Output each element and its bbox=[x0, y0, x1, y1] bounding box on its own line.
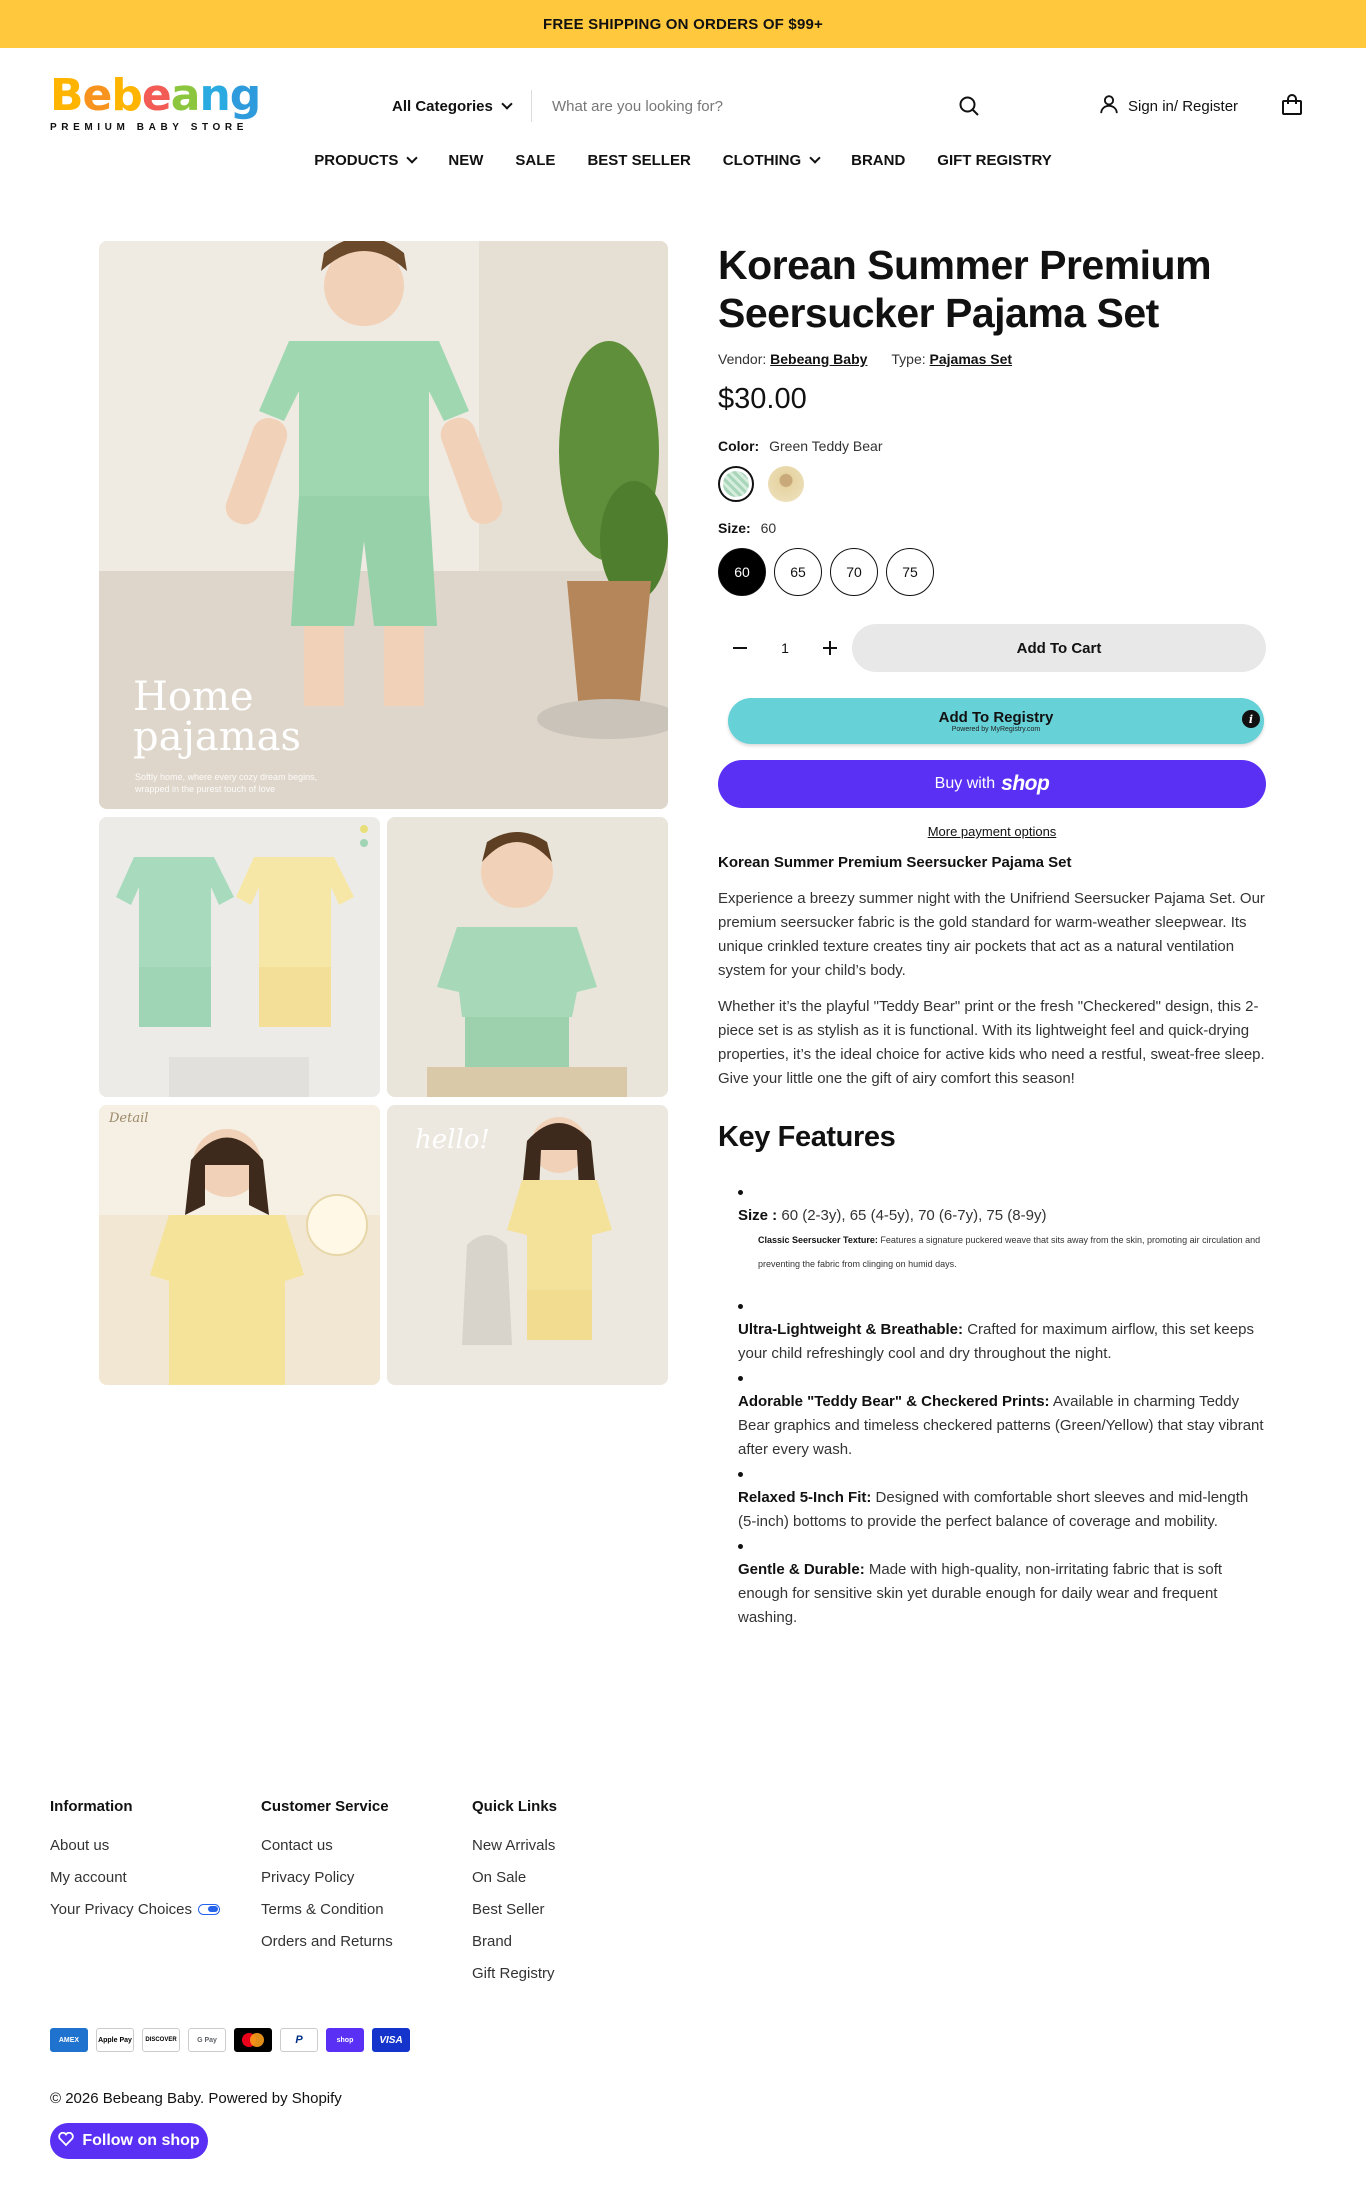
privacy-choices-icon bbox=[198, 1904, 220, 1915]
overlay-caption-line: wrapped in the purest touch of love bbox=[135, 784, 276, 794]
footer-link-about[interactable] bbox=[50, 1829, 261, 1861]
account-label: Sign in/ Register bbox=[1128, 97, 1239, 115]
nav-label: PRODUCTS bbox=[314, 152, 399, 169]
size-option-65[interactable]: 65 bbox=[774, 548, 822, 596]
product-description bbox=[718, 851, 1266, 1091]
feature-item bbox=[738, 1462, 1266, 1534]
footer-link-label: Contact us bbox=[261, 1836, 333, 1854]
main-image-overlay-caption bbox=[135, 771, 317, 795]
footer-link-label: Terms & Condition bbox=[261, 1900, 384, 1918]
product-thumbnail[interactable] bbox=[387, 1105, 668, 1385]
mastercard-circles bbox=[238, 2031, 268, 2049]
feature-texture bbox=[738, 1228, 1266, 1276]
nav-label: GIFT REGISTRY bbox=[937, 152, 1052, 169]
feature-text: 60 (2-3y), 65 (4-5y), 70 (6-7y), 75 (8-9y) bbox=[781, 1207, 1047, 1224]
key-features-heading: Key Features bbox=[718, 1121, 896, 1153]
category-select[interactable] bbox=[392, 94, 511, 118]
overlay-caption-line: Softly home, where every cozy dream begins, bbox=[135, 772, 318, 782]
bullet bbox=[738, 1366, 1266, 1390]
type-label: Type: bbox=[891, 351, 926, 367]
thumbnail-illustration bbox=[387, 817, 668, 1097]
footer-link-label: Brand bbox=[472, 1932, 513, 1950]
add-to-cart-button[interactable]: Add To Cart bbox=[852, 624, 1266, 672]
quantity-value[interactable]: 1 bbox=[781, 640, 789, 656]
swatch-fill bbox=[723, 471, 749, 497]
announcement-bar bbox=[0, 0, 1366, 48]
footer-link-privacy-choices[interactable] bbox=[50, 1893, 261, 1925]
follow-label: Follow on shop bbox=[82, 2132, 200, 2149]
product-main-image[interactable] bbox=[99, 241, 668, 809]
size-option-75[interactable]: 75 bbox=[886, 548, 934, 596]
footer-link-label: Privacy Policy bbox=[261, 1868, 355, 1886]
store-logo[interactable] bbox=[50, 70, 261, 138]
footer-link-label: About us bbox=[50, 1836, 110, 1854]
feature-body bbox=[738, 1318, 1266, 1366]
footer-link-account[interactable] bbox=[50, 1861, 261, 1893]
thumbnail-illustration bbox=[99, 1105, 380, 1385]
color-swatch-yellow[interactable] bbox=[768, 466, 804, 502]
footer-link-contact[interactable] bbox=[261, 1829, 472, 1861]
color-value: Green Teddy Bear bbox=[769, 438, 883, 454]
amex-icon: AMEX bbox=[50, 2028, 88, 2052]
footer-link-privacy-policy[interactable] bbox=[261, 1861, 472, 1893]
minus-icon[interactable] bbox=[728, 636, 752, 660]
product-info bbox=[718, 241, 1266, 1630]
footer-link-best-seller[interactable] bbox=[472, 1893, 683, 1925]
bullet bbox=[738, 1534, 1266, 1558]
user-icon bbox=[1098, 93, 1120, 119]
main-nav bbox=[0, 152, 1366, 169]
logo-letter: n bbox=[199, 70, 230, 121]
feature-item bbox=[738, 1180, 1266, 1276]
size-option-label bbox=[718, 520, 1266, 536]
feature-text: Designed with comfortable short sleeves and mid-length (5-inch) bottoms to provide the perfect balance of coverage and mobility. bbox=[738, 1489, 1249, 1530]
apple-pay-icon: Apple Pay bbox=[96, 2028, 134, 2052]
footer-link-label: Gift Registry bbox=[472, 1964, 555, 1982]
nav-item-brand[interactable] bbox=[851, 152, 905, 169]
visa-icon: VISA bbox=[372, 2028, 410, 2052]
buy-row bbox=[718, 624, 1266, 672]
footer-column-quick-links bbox=[472, 1798, 683, 1989]
add-to-registry-button[interactable] bbox=[728, 698, 1264, 744]
feature-text: Available in charming Teddy Bear graphics and timeless checkered patterns (Green/Yellow) that stay vibrant after every wash. bbox=[738, 1393, 1264, 1458]
payment-icons bbox=[50, 2028, 410, 2052]
feature-label: Classic Seersucker Texture: bbox=[758, 1235, 878, 1245]
footer-column-information bbox=[50, 1798, 261, 1989]
buy-with-shop-button[interactable] bbox=[718, 760, 1266, 808]
vendor-label: Vendor: bbox=[718, 351, 767, 367]
follow-on-shop-button[interactable] bbox=[50, 2123, 208, 2159]
footer-link-orders-returns[interactable] bbox=[261, 1925, 472, 1957]
size-selector bbox=[718, 548, 1266, 596]
account-link[interactable] bbox=[1098, 93, 1238, 119]
overlay-title-line: Home bbox=[133, 674, 254, 720]
nav-item-clothing[interactable] bbox=[723, 152, 819, 169]
footer-link-label: Best Seller bbox=[472, 1900, 545, 1918]
product-meta bbox=[718, 351, 1266, 367]
logo-letter: g bbox=[229, 70, 261, 121]
footer-link-gift-registry[interactable] bbox=[472, 1957, 683, 1989]
footer-link-label: On Sale bbox=[472, 1868, 527, 1886]
feature-item bbox=[738, 1294, 1266, 1366]
shop-pay-icon: shop bbox=[326, 2028, 364, 2052]
footer-link-label: My account bbox=[50, 1868, 127, 1886]
logo-letter: a bbox=[170, 70, 200, 121]
feature-body bbox=[738, 1486, 1266, 1534]
bullet bbox=[738, 1180, 1266, 1204]
thumbnail-tag: hello! bbox=[415, 1125, 490, 1155]
key-features-list bbox=[718, 1180, 1266, 1630]
size-option-60[interactable]: 60 bbox=[718, 548, 766, 596]
thumbnail-illustration bbox=[99, 817, 380, 1097]
discover-icon: DISCOVER bbox=[142, 2028, 180, 2052]
color-label: Color: bbox=[718, 438, 760, 454]
heart-icon bbox=[58, 2132, 74, 2151]
overlay-title-line: pajamas bbox=[133, 714, 302, 760]
type-meta bbox=[891, 351, 1012, 367]
site-footer bbox=[50, 1798, 1316, 2149]
footer-link-terms[interactable] bbox=[261, 1893, 472, 1925]
feature-label: Adorable "Teddy Bear" & Checkered Prints: bbox=[738, 1393, 1050, 1410]
footer-column-customer-service bbox=[261, 1798, 472, 1989]
bag-icon[interactable] bbox=[1280, 93, 1304, 117]
feature-label: Relaxed 5-Inch Fit: bbox=[738, 1489, 872, 1506]
chevron-down-icon bbox=[501, 98, 512, 109]
feature-item bbox=[738, 1534, 1266, 1630]
size-option-70[interactable]: 70 bbox=[830, 548, 878, 596]
nav-item-gift-registry[interactable] bbox=[937, 152, 1051, 169]
feature-label: Gentle & Durable: bbox=[738, 1561, 865, 1578]
feature-label: Size : bbox=[738, 1207, 778, 1224]
feature-body bbox=[738, 1390, 1266, 1462]
search-input[interactable] bbox=[552, 92, 932, 120]
type-link[interactable]: Pajamas Set bbox=[929, 351, 1013, 367]
feature-item bbox=[738, 1366, 1266, 1462]
chevron-down-icon bbox=[809, 152, 820, 163]
swatch-fill bbox=[768, 466, 804, 502]
footer-link-label: New Arrivals bbox=[472, 1836, 556, 1854]
footer-column-title: Customer Service bbox=[261, 1798, 389, 1815]
bullet bbox=[738, 1294, 1266, 1318]
color-swatch-green[interactable] bbox=[718, 466, 754, 502]
announcement-text: FREE SHIPPING ON ORDERS OF $99+ bbox=[542, 15, 824, 33]
feature-label: Ultra-Lightweight & Breathable: bbox=[738, 1321, 964, 1338]
logo-wordmark bbox=[50, 70, 261, 121]
description-heading: Korean Summer Premium Seersucker Pajama Set bbox=[718, 854, 1072, 871]
nav-label: CLOTHING bbox=[722, 152, 802, 169]
nav-label: BRAND bbox=[851, 152, 906, 169]
color-swatches bbox=[718, 466, 1266, 502]
search-divider bbox=[531, 90, 532, 122]
nav-item-products[interactable] bbox=[314, 152, 416, 169]
size-value: 60 bbox=[760, 520, 777, 536]
nav-item-sale[interactable] bbox=[515, 152, 555, 169]
category-select-label: All Categories bbox=[392, 97, 493, 115]
logo-letter: B bbox=[50, 70, 83, 121]
paypal-icon: P bbox=[280, 2028, 318, 2052]
plus-icon[interactable] bbox=[818, 636, 842, 660]
footer-link-label: Your Privacy Choices bbox=[50, 1900, 193, 1918]
buy-with-label: Buy with bbox=[934, 775, 996, 792]
product-thumbnail[interactable] bbox=[99, 1105, 380, 1385]
description-paragraph: Whether it’s the playful "Teddy Bear" print or the fresh "Checkered" design, this 2-piece set is as stylish as it is functional. With its lightweight feel and quick-drying properties, it’s the ideal choice for active kids who need a restful, sweat-free sleep. Give your little one the gift of airy comfort this season! bbox=[718, 998, 1265, 1087]
footer-link-brand[interactable] bbox=[472, 1925, 683, 1957]
info-icon[interactable]: i bbox=[1242, 710, 1260, 728]
feature-text: Crafted for maximum airflow, this set keeps your child refreshingly cool and dry throughout the night. bbox=[738, 1321, 1254, 1362]
nav-label: NEW bbox=[448, 152, 484, 169]
description-paragraph: Experience a breezy summer night with the Unifriend Seersucker Pajama Set. Our premium seersucker fabric is the gold standard for warm-weather sleepwear. Its unique crinkled texture creates tiny air pockets that act as a natural ventilation system for your child’s body. bbox=[718, 890, 1265, 979]
bullet bbox=[738, 1462, 1266, 1486]
shop-logo: shop bbox=[1001, 772, 1050, 795]
footer-columns bbox=[50, 1798, 1316, 1989]
product-thumbnail[interactable] bbox=[99, 817, 380, 1097]
nav-label: BEST SELLER bbox=[587, 152, 691, 169]
nav-item-new[interactable] bbox=[448, 152, 483, 169]
nav-label: SALE bbox=[515, 152, 556, 169]
footer-column-title: Information bbox=[50, 1798, 133, 1815]
more-payment-options-link[interactable]: More payment options bbox=[927, 824, 1057, 839]
nav-item-best-seller[interactable] bbox=[587, 152, 690, 169]
chevron-down-icon bbox=[407, 152, 418, 163]
feature-size bbox=[738, 1204, 1266, 1228]
feature-text: Features a signature puckered weave that sits away from the skin, promoting air circulation and preventing the fabric from clinging on humid days. bbox=[758, 1235, 1261, 1269]
product-thumbnail[interactable] bbox=[387, 817, 668, 1097]
main-image-overlay-title bbox=[133, 674, 302, 760]
color-option-label bbox=[718, 438, 1266, 454]
size-label: Size: bbox=[718, 520, 751, 536]
copyright-text: © 2026 Bebeang Baby. Powered by Shopify bbox=[50, 2090, 342, 2107]
logo-letter: e bbox=[82, 70, 112, 121]
logo-tagline: PREMIUM BABY STORE bbox=[50, 122, 249, 133]
search-icon[interactable] bbox=[957, 94, 981, 118]
vendor-link[interactable]: Bebeang Baby bbox=[770, 351, 868, 367]
registry-powered-by: Powered by MyRegistry.com bbox=[951, 726, 1041, 733]
registry-label: Add To Registry bbox=[938, 709, 1054, 726]
google-pay-icon: G Pay bbox=[188, 2028, 226, 2052]
thumbnail-tag: Detail bbox=[109, 1111, 149, 1126]
vendor-meta bbox=[718, 351, 867, 367]
footer-link-new-arrivals[interactable] bbox=[472, 1829, 683, 1861]
feature-text: Made with high-quality, non-irritating fabric that is soft enough for sensitive skin yet durable enough for daily wear and frequent washing. bbox=[738, 1561, 1223, 1626]
logo-letter: b bbox=[111, 70, 142, 121]
feature-body bbox=[738, 1558, 1266, 1630]
mastercard-icon bbox=[234, 2028, 272, 2052]
footer-link-label: Orders and Returns bbox=[261, 1932, 393, 1950]
footer-link-on-sale[interactable] bbox=[472, 1861, 683, 1893]
logo-letter: e bbox=[141, 70, 171, 121]
quantity-stepper bbox=[718, 624, 852, 672]
product-price: $30.00 bbox=[718, 383, 807, 415]
footer-column-title: Quick Links bbox=[472, 1798, 558, 1815]
product-title: Korean Summer Premium Seersucker Pajama Set bbox=[718, 242, 1212, 336]
